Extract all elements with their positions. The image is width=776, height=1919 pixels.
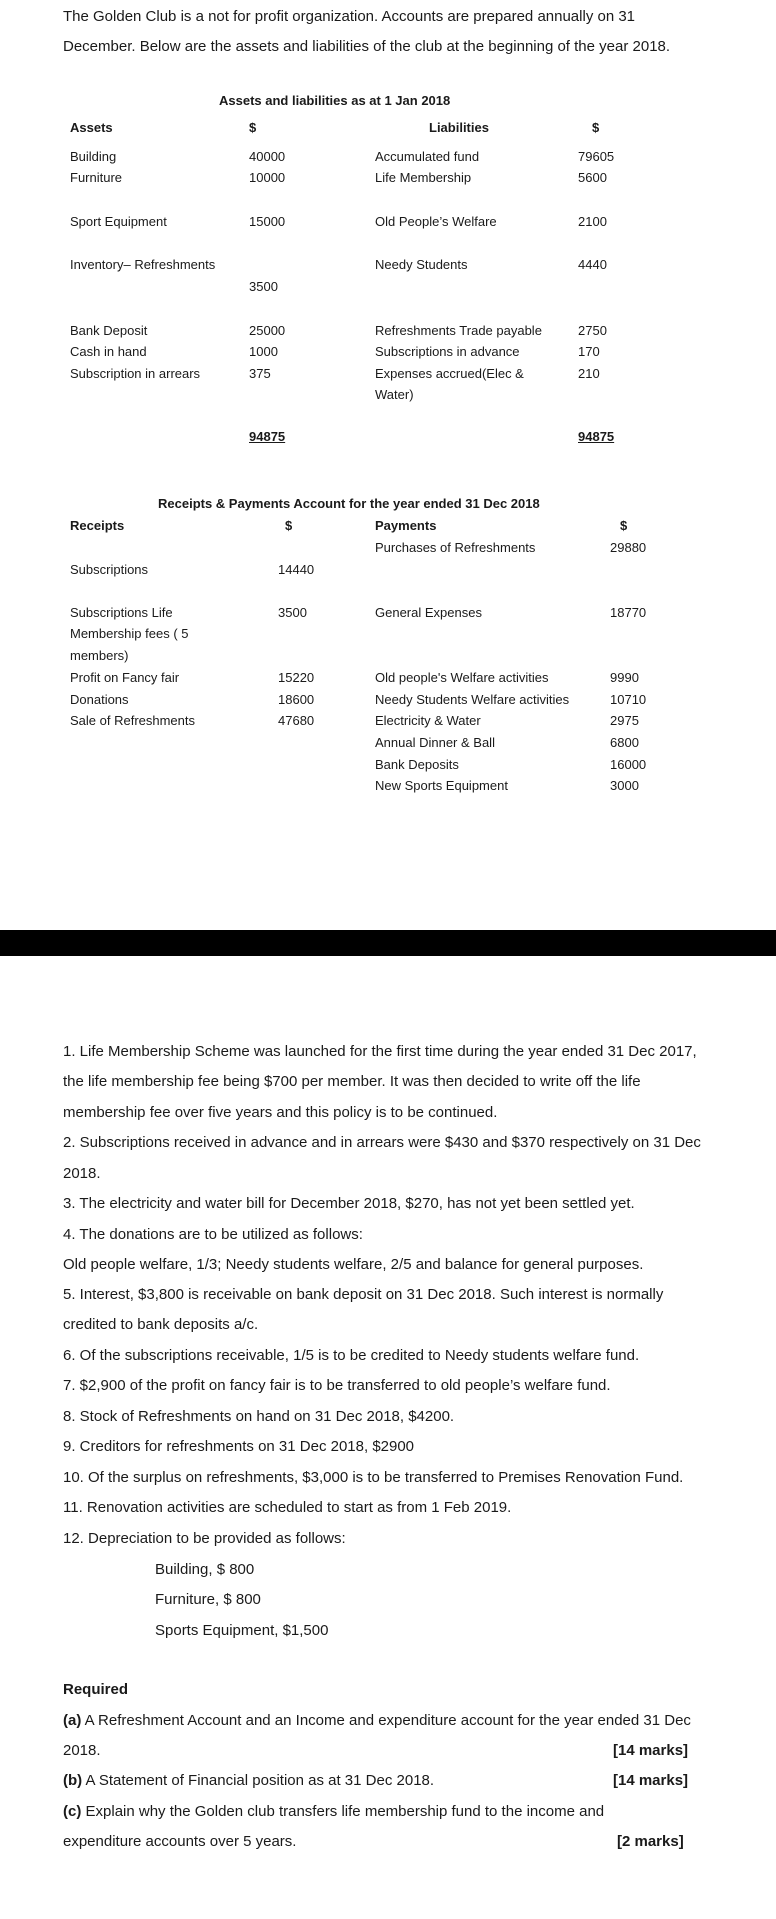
total-assets: 94875 (249, 429, 286, 444)
liability-label: Needy Students (375, 257, 468, 272)
payment-label: Old people's Welfare activities (375, 670, 549, 685)
payment-value: 6800 (610, 735, 639, 750)
payments-header: Payments (375, 518, 437, 533)
receipt-label-continued: Membership fees ( 5 (70, 626, 189, 641)
receipt-label: Subscriptions (70, 562, 149, 577)
asset-label: Sport Equipment (70, 214, 167, 229)
asset-value: 15000 (249, 214, 286, 229)
receipt-label: Profit on Fancy fair (70, 670, 180, 685)
note-line: 4. The donations are to be utilized as follows: (63, 1226, 363, 1243)
payment-label: Annual Dinner & Ball (375, 735, 495, 750)
receipts-currency: $ (285, 518, 293, 533)
black-divider-bar (0, 930, 776, 956)
receipts-payments-title: Receipts & Payments Account for the year ended 31 Dec 2018 (158, 496, 540, 511)
receipt-label: Donations (70, 692, 129, 707)
required-b-tag: (b) (63, 1772, 83, 1789)
note-line: membership fee over five years and this policy is to be continued. (63, 1104, 498, 1121)
payment-label: General Expenses (375, 605, 482, 620)
receipt-value: 15220 (278, 670, 315, 685)
required-a-line-2: 2018. (63, 1742, 101, 1759)
payment-value: 16000 (610, 757, 647, 772)
required-c-tag: (c) (63, 1803, 82, 1820)
required-c-marks: [2 marks] (617, 1833, 684, 1850)
payment-label: New Sports Equipment (375, 778, 508, 793)
note-line: 3. The electricity and water bill for December 2018, $270, has not yet been settled yet. (63, 1195, 635, 1212)
payment-value: 18770 (610, 605, 647, 620)
payments-currency: $ (620, 518, 628, 533)
receipt-value: 18600 (278, 692, 315, 707)
liabilities-currency: $ (592, 120, 600, 135)
note-line: 8. Stock of Refreshments on hand on 31 Dec 2018, $4200. (63, 1408, 455, 1425)
liability-label: Refreshments Trade payable (375, 323, 542, 338)
asset-label: Bank Deposit (70, 323, 148, 338)
asset-label: Cash in hand (70, 344, 147, 359)
liability-value: 4440 (578, 257, 607, 272)
depreciation-item: Building, $ 800 (155, 1561, 255, 1578)
liability-label: Expenses accrued(Elec & (375, 366, 524, 381)
required-b-line (63, 1772, 434, 1789)
note-line: 12. Depreciation to be provided as follows: (63, 1530, 346, 1547)
note-line: 1. Life Membership Scheme was launched for the first time during the year ended 31 Dec 2017, (63, 1043, 697, 1060)
receipt-label-continued: members) (70, 648, 129, 663)
balance-sheet-title: Assets and liabilities as at 1 Jan 2018 (219, 93, 451, 108)
required-heading: Required (63, 1681, 129, 1698)
note-line: 10. Of the surplus on refreshments, $3,000 is to be transferred to Premises Renovation Fund. (63, 1469, 684, 1486)
liability-value: 79605 (578, 149, 615, 164)
note-line: 2. Subscriptions received in advance and in arrears were $430 and $370 respectively on 31 Dec (63, 1134, 701, 1151)
required-c-line-2: expenditure accounts over 5 years. (63, 1833, 297, 1850)
asset-value: 375 (249, 366, 271, 381)
note-line: the life membership fee being $700 per member. It was then decided to write off the life (63, 1073, 641, 1090)
asset-label: Building (70, 149, 117, 164)
asset-value: 10000 (249, 170, 286, 185)
liability-label: Old People’s Welfare (375, 214, 497, 229)
asset-label: Furniture (70, 170, 123, 185)
required-a-tag: (a) (63, 1712, 82, 1729)
assets-header: Assets (70, 120, 113, 135)
receipt-value: 14440 (278, 562, 315, 577)
liability-label-continued: Water) (375, 387, 414, 402)
liability-value: 210 (578, 366, 600, 381)
note-line: Old people welfare, 1/3; Needy students welfare, 2/5 and balance for general purposes. (63, 1256, 644, 1273)
required-a-text: A Refreshment Account and an Income and expenditure account for the year ended 31 Dec (81, 1712, 691, 1729)
note-line: 7. $2,900 of the profit on fancy fair is to be transferred to old people’s welfare fund. (63, 1377, 611, 1394)
note-line: credited to bank deposits a/c. (63, 1316, 259, 1333)
note-line: 9. Creditors for refreshments on 31 Dec 2018, $2900 (63, 1438, 415, 1455)
required-b-marks: [14 marks] (613, 1772, 689, 1789)
asset-value: 1000 (249, 344, 278, 359)
liabilities-header: Liabilities (429, 120, 489, 135)
payment-value: 10710 (610, 692, 647, 707)
asset-label: Inventory– Refreshments (70, 257, 216, 272)
liability-value: 170 (578, 344, 600, 359)
assets-currency: $ (249, 120, 257, 135)
receipt-value: 47680 (278, 713, 315, 728)
required-a-marks: [14 marks] (613, 1742, 689, 1759)
asset-value: 40000 (249, 149, 286, 164)
depreciation-item: Furniture, $ 800 (155, 1591, 261, 1608)
liability-value: 2750 (578, 323, 607, 338)
total-liabilities: 94875 (578, 429, 615, 444)
payment-value: 9990 (610, 670, 639, 685)
required-a-line-1 (63, 1712, 691, 1729)
note-line: 5. Interest, $3,800 is receivable on bank deposit on 31 Dec 2018. Such interest is normally (63, 1286, 664, 1303)
note-line: 11. Renovation activities are scheduled to start as from 1 Feb 2019. (63, 1499, 512, 1516)
depreciation-item: Sports Equipment, $1,500 (155, 1622, 329, 1639)
receipt-label: Sale of Refreshments (70, 713, 196, 728)
payment-value: 3000 (610, 778, 639, 793)
liability-label: Life Membership (375, 170, 472, 185)
required-b-text: A Statement of Financial position as at 31 Dec 2018. (82, 1772, 435, 1789)
liability-label: Accumulated fund (375, 149, 480, 164)
asset-label: Subscription in arrears (70, 366, 201, 381)
intro-line-2: December. Below are the assets and liabilities of the club at the beginning of the year 2018. (63, 38, 671, 55)
liability-value: 2100 (578, 214, 607, 229)
payment-label: Purchases of Refreshments (375, 540, 536, 555)
asset-value: 25000 (249, 323, 286, 338)
payment-label: Needy Students Welfare activities (375, 692, 570, 707)
payment-value: 2975 (610, 713, 639, 728)
receipts-header: Receipts (70, 518, 125, 533)
payment-value: 29880 (610, 540, 647, 555)
liability-value: 5600 (578, 170, 607, 185)
receipt-value: 3500 (278, 605, 307, 620)
required-c-text: Explain why the Golden club transfers life membership fund to the income and (81, 1803, 605, 1820)
receipt-label: Subscriptions Life (70, 605, 173, 620)
note-line: 2018. (63, 1165, 101, 1182)
liability-label: Subscriptions in advance (375, 344, 520, 359)
payment-label: Electricity & Water (375, 713, 481, 728)
asset-value: 3500 (249, 279, 278, 294)
payment-label: Bank Deposits (375, 757, 459, 772)
note-line: 6. Of the subscriptions receivable, 1/5 is to be credited to Needy students welfare fund. (63, 1347, 640, 1364)
intro-line-1: The Golden Club is a not for profit organization. Accounts are prepared annually on 31 (63, 8, 636, 25)
required-c-line-1 (63, 1803, 604, 1820)
